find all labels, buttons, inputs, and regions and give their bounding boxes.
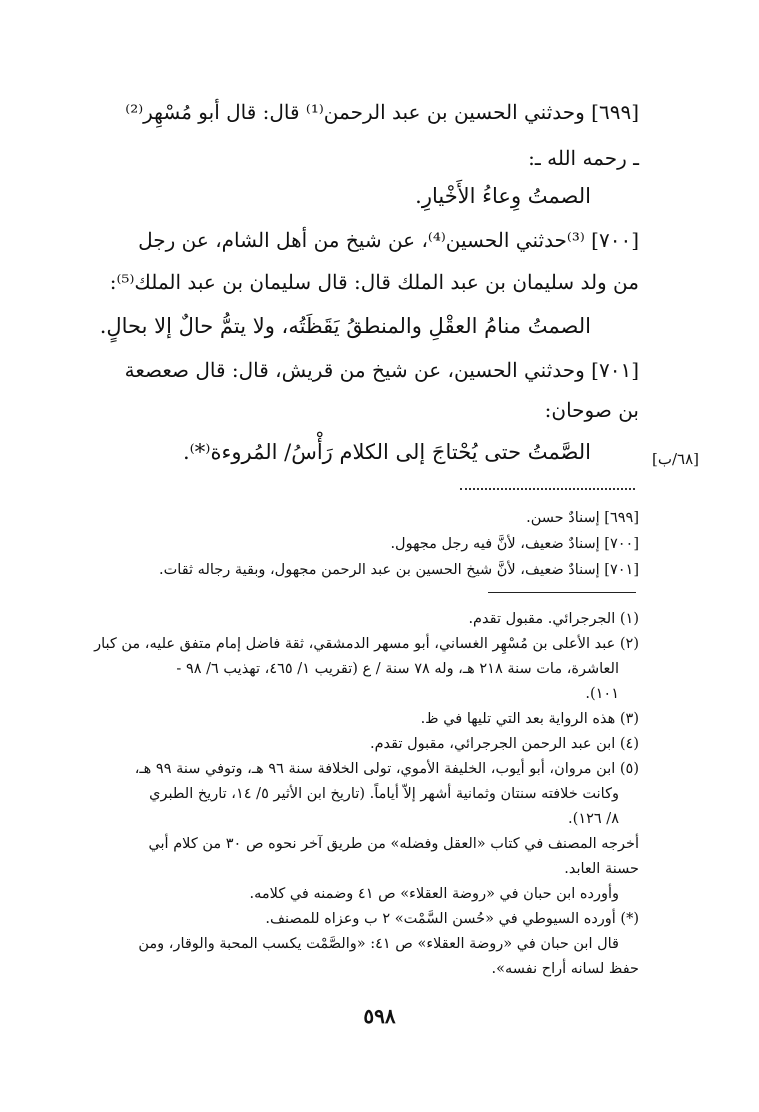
footnote-star-cont2: حفظ لسانه أراح نفسه».	[491, 961, 639, 977]
entry-700-continuation: من ولد سليمان بن عبد الملك قال: قال سليمان بن عبد الملك⁽⁵⁾:	[109, 270, 639, 294]
footnote-3: (٣) هذه الرواية بعد التي تليها في ظ.	[420, 711, 639, 727]
footnote-star-cont: قال ابن حبان في «روضة العقلاء» ص ٤١: «والصَّمْت يكسب المحبة والوقار، ومن	[138, 936, 619, 952]
footnote-5-source-2: وأورده ابن حبان في «روضة العقلاء» ص ٤١ وضمنه في كلامه.	[249, 886, 619, 902]
footnote-2-cont: العاشرة، مات سنة ٢١٨ هـ، وله ٧٨ سنة / ع (تقريب ١/ ٤٦٥، تهذيب ٦/ ٩٨ -	[176, 661, 619, 677]
footnote-5-cont: وكانت خلافته سنتان وثمانية أشهر إلاّ أياماً. (تاريخ ابن الأثير ٥/ ١٤، تاريخ الطبري	[149, 786, 619, 802]
footnote-rule	[488, 592, 636, 593]
footnote-5-cont2: ٨/ ١٢٦).	[568, 811, 619, 827]
footnote-star: (*) أورده السيوطي في «حُسن السَّمْت» ٢ ب وعزاه للمصنف.	[265, 911, 639, 927]
footnote-1: (١) الجرجرائي. مقبول تقدم.	[468, 611, 639, 627]
quote-700: الصمتُ منامُ العقْلِ والمنطقُ يَقَظَتُه، ولا يتمُّ حالٌ إلا بحالٍ.	[99, 314, 591, 338]
footnote-5-source: أخرجه المصنف في كتاب «العقل وفضله» من طريق آخر نحوه ص ٣٠ من كلام أبي	[148, 836, 639, 852]
grading-700: [٧٠٠] إسنادٌ ضعيف، لأنَّ فيه رجل مجهول.	[390, 536, 639, 552]
grading-699: [٦٩٩] إسنادٌ حسن.	[526, 510, 639, 526]
footnote-2-cont2: ١٠١).	[585, 686, 619, 702]
manuscript-folio-marker: [٦٨/ب]	[652, 450, 700, 468]
footnote-5-source-cont: حسنة العابد.	[564, 861, 639, 877]
entry-700-line: [٧٠٠] ⁽³⁾حدثني الحسين⁽⁴⁾، عن شيخ من أهل الشام، عن رجل	[138, 228, 639, 252]
page-number: ٥٩٨	[363, 1004, 396, 1028]
entry-699-line: [٦٩٩] وحدثني الحسين بن عبد الرحمن⁽¹⁾ قال: قال أبو مُسْهِر⁽²⁾	[125, 100, 639, 124]
entry-701-line: [٧٠١] وحدثني الحسين، عن شيخ من قريش، قال: قال صعصعة	[124, 358, 639, 382]
grading-701: [٧٠١] إسنادٌ ضعيف، لأنَّ شيخ الحسين بن عبد الرحمن مجهول، وبقية رجاله ثقات.	[159, 562, 639, 578]
entry-701-continuation: بن صوحان:	[544, 398, 639, 422]
entry-699-continuation: ـ رحمه الله ـ:	[528, 146, 639, 170]
quote-701: الصَّمتُ حتى يُحْتاجَ إلى الكلام رَأْسُ/ المُروءة⁽*⁾.	[182, 440, 591, 464]
footnote-5: (٥) ابن مروان، أبو أيوب، الخليفة الأموي، تولى الخلافة سنة ٩٦ هـ، وتوفي سنة ٩٩ هـ،	[134, 761, 639, 777]
dotted-separator	[460, 488, 635, 490]
footnote-4: (٤) ابن عبد الرحمن الجرجرائي، مقبول تقدم.	[369, 736, 639, 752]
quote-699: الصمتُ وِعاءُ الأَخْيارِ.	[415, 184, 591, 208]
footnote-2: (٢) عبد الأعلى بن مُسْهِر الغساني، أبو مسهر الدمشقي، ثقة فاضل إمام متفق عليه، من كبار	[94, 636, 639, 652]
